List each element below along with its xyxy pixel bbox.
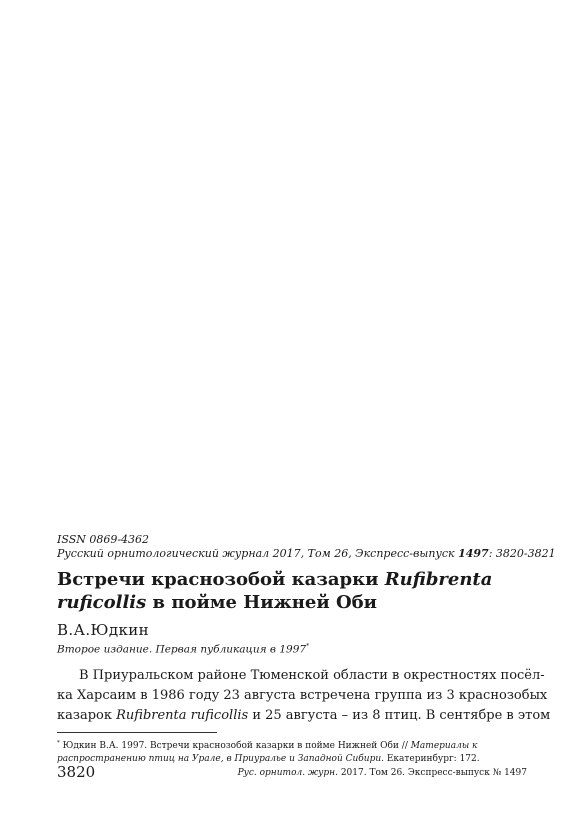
journal-pages: : 3820-3821 (488, 547, 556, 560)
footer-journal-abbr: Рус. орнитол. журн. (237, 768, 338, 778)
running-footer (238, 768, 527, 778)
issue-number: 1497 (458, 547, 489, 560)
author-name: В.А.Юдкин (57, 621, 150, 639)
footnote-divider (57, 732, 217, 733)
footnote-text-end: . Екатеринбург: 172. (381, 754, 480, 764)
footnote-text: Юдкин В.А. 1997. Встречи краснозобой казарки в пойме Нижней Оби // (59, 741, 411, 751)
title-text-start: Встречи краснозобой казарки (57, 569, 385, 590)
body-line: ка Харсаим в 1986 году 23 августа встречена группа из 3 краснозобых (57, 688, 548, 703)
footnote-mark: * (57, 740, 60, 746)
body-line: В Приуральском районе Тюменской области в окрестностях посёл- (79, 668, 545, 683)
journal-citation-text: Русский орнитологический журнал 2017, Том 26, Экспресс-выпуск (57, 547, 459, 560)
title-latin-name: Rufibrenta ruficollis (57, 569, 493, 613)
edition-note-text: Второе издание. Первая публикация в 1997 (57, 643, 307, 656)
footer-issue: 2017. Том 26. Экспресс-выпуск № 1497 (337, 768, 527, 778)
issn-line: ISSN 0869-4362 (57, 533, 150, 546)
journal-citation (57, 547, 556, 560)
body-latin-name: Rufibrenta ruficollis (116, 708, 249, 723)
page-number: 3820 (57, 763, 96, 781)
title-text-end: в пойме Нижней Оби (146, 592, 378, 613)
body-text: и 25 августа – из 8 птиц. В сентябре в этом (248, 708, 551, 723)
footnote (57, 737, 527, 766)
edition-note (57, 643, 309, 656)
body-line (57, 706, 551, 726)
body-paragraph (57, 666, 551, 726)
edition-footnote-mark: * (306, 643, 310, 650)
body-text: казарок (57, 708, 117, 723)
article-title (57, 568, 537, 614)
footnote-source-title: Материалы к распространению птиц на Урале, в Приуралье и Западной Сибири (57, 741, 478, 764)
